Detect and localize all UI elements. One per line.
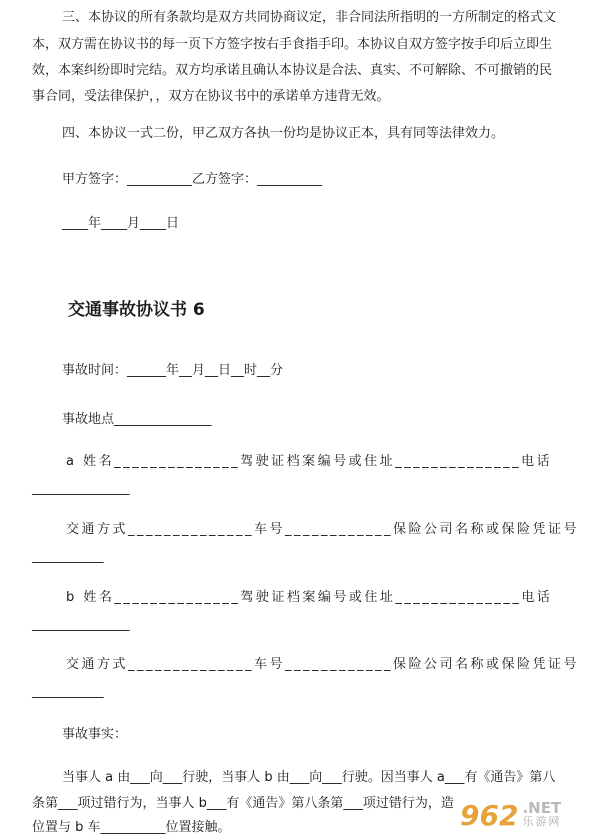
facts-line-3: 位置与 b 车__________位置接触。 (32, 820, 231, 835)
clause-3-line-3: 效，本案纠纷即时完结。双方均承诺且确认本协议是合法、真实、不可解除、不可撤销的民 (32, 63, 553, 78)
party-a-name-line-cont: _______________ (32, 481, 130, 496)
party-b-name-line: b 姓名______________驾驶证档案编号或住址______________电话 (66, 590, 553, 605)
site-watermark (460, 798, 590, 832)
party-b-vehicle-line: 交通方式______________车号____________保险公司名称或保险凭证号 (66, 657, 580, 672)
watermark-number: 962 (460, 798, 519, 832)
signature-line: 甲方签字：__________乙方签字：__________ (62, 172, 323, 187)
facts-line-2: 条第___项过错行为，当事人 b___有《通告》第八条第___项过错行为，造 (32, 796, 454, 811)
accident-place: 事故地点_______________ (62, 412, 212, 427)
party-b-vehicle-line-cont: ___________ (32, 684, 104, 699)
clause-3-line-4: 事合同，受法律保护，，双方在协议书中的承诺单方违背无效。 (32, 89, 390, 104)
accident-time: 事故时间：______年__月__日__时__分 (62, 363, 284, 378)
facts-label: 事故事实： (62, 727, 128, 742)
clause-4: 四、本协议一式二份，甲乙双方各执一份均是协议正本，具有同等法律效力。 (62, 126, 505, 141)
party-b-name-line-cont: _______________ (32, 617, 130, 632)
watermark-name: 乐游网 (522, 815, 562, 828)
facts-line-1: 当事人 a 由___向___行驶，当事人 b 由___向___行驶。因当事人 a___有《通告》第八 (62, 770, 556, 785)
party-a-name-line: a 姓名______________驾驶证档案编号或住址______________电话 (66, 454, 553, 469)
date-line: ____年____月____日 (62, 216, 180, 231)
party-a-vehicle-line: 交通方式______________车号____________保险公司名称或保险凭证号 (66, 522, 580, 537)
document-title: 交通事故协议书 6 (68, 300, 205, 320)
party-a-vehicle-line-cont: ___________ (32, 549, 104, 564)
clause-3-line-2: 本，双方需在协议书的每一页下方签字按右手食指手印。本协议自双方签字按手印后立即生 (32, 37, 553, 52)
clause-3-line-1: 三、本协议的所有条款均是双方共同协商议定，非合同法所指明的一方所制定的格式文 (62, 10, 557, 25)
watermark-domain: .NET (522, 799, 562, 817)
